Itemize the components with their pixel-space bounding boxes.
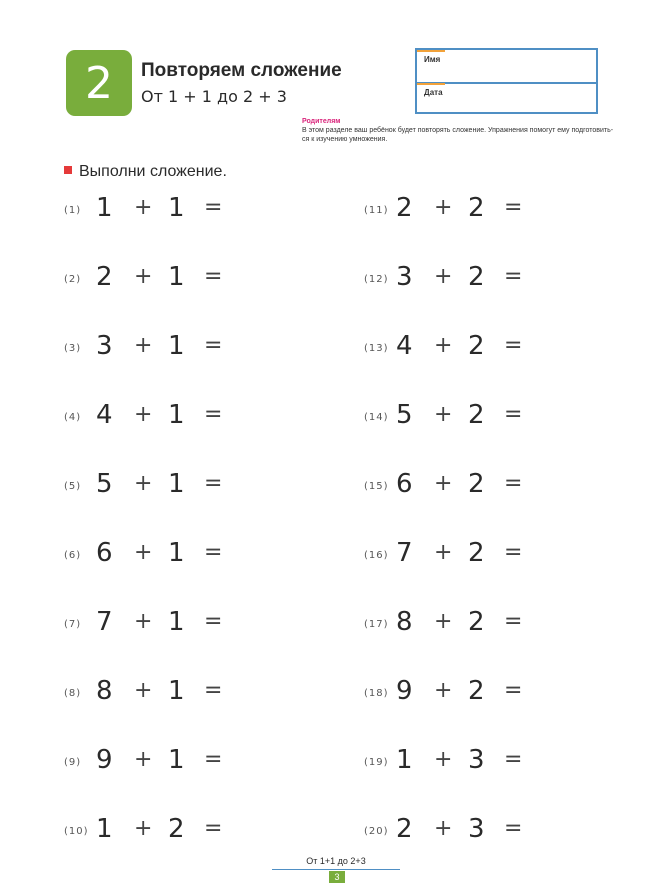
problem-number: (17) (364, 619, 389, 630)
equals-sign: = (204, 264, 223, 289)
equals-sign: = (504, 333, 523, 358)
addend-a: 2 (396, 814, 413, 844)
problem-number: (20) (364, 826, 389, 837)
addend-b: 1 (168, 193, 185, 223)
addend-a: 5 (96, 469, 113, 499)
problem-number: (13) (364, 343, 389, 354)
plus-sign: + (134, 333, 153, 358)
addend-a: 8 (396, 607, 413, 637)
problem-number: (16) (364, 550, 389, 561)
plus-sign: + (434, 678, 453, 703)
addend-a: 2 (396, 193, 413, 223)
plus-sign: + (434, 609, 453, 634)
addend-b: 1 (168, 400, 185, 430)
equals-sign: = (504, 816, 523, 841)
footer-divider (272, 869, 400, 870)
plus-sign: + (134, 195, 153, 220)
equals-sign: = (504, 609, 523, 634)
parents-note-text: В этом разделе ваш ребёнок будет повторять сложение. Упражнения помогут ему подготовить-ся к изучению умножения. (302, 127, 614, 143)
addend-b: 2 (468, 262, 485, 292)
plus-sign: + (434, 816, 453, 841)
plus-sign: + (434, 540, 453, 565)
addend-a: 9 (396, 676, 413, 706)
problem-number: (6) (64, 550, 82, 561)
equals-sign: = (504, 402, 523, 427)
problem-number: (1) (64, 205, 82, 216)
addend-b: 2 (168, 814, 185, 844)
addend-a: 7 (96, 607, 113, 637)
problem-number: (8) (64, 688, 82, 699)
plus-sign: + (134, 540, 153, 565)
addend-a: 8 (96, 676, 113, 706)
problem-number: (18) (364, 688, 389, 699)
equals-sign: = (504, 471, 523, 496)
addend-b: 3 (468, 814, 485, 844)
plus-sign: + (434, 402, 453, 427)
equals-sign: = (204, 195, 223, 220)
plus-sign: + (134, 609, 153, 634)
page-number: 3 (329, 871, 345, 883)
lesson-number: 2 (85, 57, 113, 109)
addend-b: 2 (468, 331, 485, 361)
footer-range: От 1+1 до 2+3 (306, 856, 366, 866)
equals-sign: = (204, 540, 223, 565)
problem-number: (9) (64, 757, 82, 768)
problem-number: (12) (364, 274, 389, 285)
name-date-box (415, 48, 598, 114)
plus-sign: + (134, 816, 153, 841)
problem-number: (7) (64, 619, 82, 630)
plus-sign: + (434, 264, 453, 289)
lesson-number-badge (66, 50, 132, 116)
equals-sign: = (204, 402, 223, 427)
parents-note-heading: Родителям (302, 118, 341, 125)
parents-note (302, 117, 614, 144)
plus-sign: + (134, 402, 153, 427)
equals-sign: = (504, 540, 523, 565)
footer (272, 856, 400, 866)
name-field[interactable] (417, 50, 596, 84)
plus-sign: + (434, 747, 453, 772)
name-label: Имя (424, 55, 441, 64)
equals-sign: = (504, 264, 523, 289)
addend-b: 2 (468, 676, 485, 706)
page-subtitle: От 1 + 1 до 2 + 3 (141, 87, 287, 106)
equals-sign: = (204, 609, 223, 634)
addend-a: 6 (396, 469, 413, 499)
addend-b: 2 (468, 538, 485, 568)
plus-sign: + (134, 264, 153, 289)
equals-sign: = (204, 471, 223, 496)
addend-a: 3 (396, 262, 413, 292)
addend-b: 1 (168, 469, 185, 499)
problem-number: (4) (64, 412, 82, 423)
addend-b: 2 (468, 193, 485, 223)
equals-sign: = (204, 816, 223, 841)
instruction-text: Выполни сложение. (79, 163, 227, 180)
addend-b: 2 (468, 607, 485, 637)
addend-a: 4 (96, 400, 113, 430)
addend-b: 1 (168, 331, 185, 361)
page-title: Повторяем сложение (141, 60, 342, 81)
addend-b: 1 (168, 607, 185, 637)
problem-number: (15) (364, 481, 389, 492)
problem-number: (5) (64, 481, 82, 492)
date-field[interactable] (417, 83, 596, 115)
addend-a: 5 (396, 400, 413, 430)
addend-b: 3 (468, 745, 485, 775)
addend-a: 4 (396, 331, 413, 361)
addend-a: 6 (96, 538, 113, 568)
equals-sign: = (504, 747, 523, 772)
addend-b: 1 (168, 745, 185, 775)
equals-sign: = (504, 678, 523, 703)
addend-b: 1 (168, 262, 185, 292)
plus-sign: + (134, 747, 153, 772)
date-label: Дата (424, 88, 443, 97)
equals-sign: = (204, 747, 223, 772)
addend-b: 1 (168, 676, 185, 706)
problem-number: (2) (64, 274, 82, 285)
problem-number: (19) (364, 757, 389, 768)
addend-a: 3 (96, 331, 113, 361)
addend-b: 2 (468, 400, 485, 430)
problem-number: (3) (64, 343, 82, 354)
problem-number: (11) (364, 205, 389, 216)
plus-sign: + (434, 195, 453, 220)
problem-number: (14) (364, 412, 389, 423)
addend-a: 9 (96, 745, 113, 775)
addend-a: 2 (96, 262, 113, 292)
addend-a: 1 (96, 814, 113, 844)
addend-a: 1 (96, 193, 113, 223)
addend-a: 1 (396, 745, 413, 775)
plus-sign: + (434, 333, 453, 358)
addend-b: 2 (468, 469, 485, 499)
addend-a: 7 (396, 538, 413, 568)
equals-sign: = (504, 195, 523, 220)
instruction (64, 163, 227, 181)
equals-sign: = (204, 333, 223, 358)
plus-sign: + (134, 678, 153, 703)
plus-sign: + (134, 471, 153, 496)
equals-sign: = (204, 678, 223, 703)
plus-sign: + (434, 471, 453, 496)
red-square-bullet-icon (64, 166, 72, 174)
addend-b: 1 (168, 538, 185, 568)
problem-number: (10) (64, 826, 89, 837)
